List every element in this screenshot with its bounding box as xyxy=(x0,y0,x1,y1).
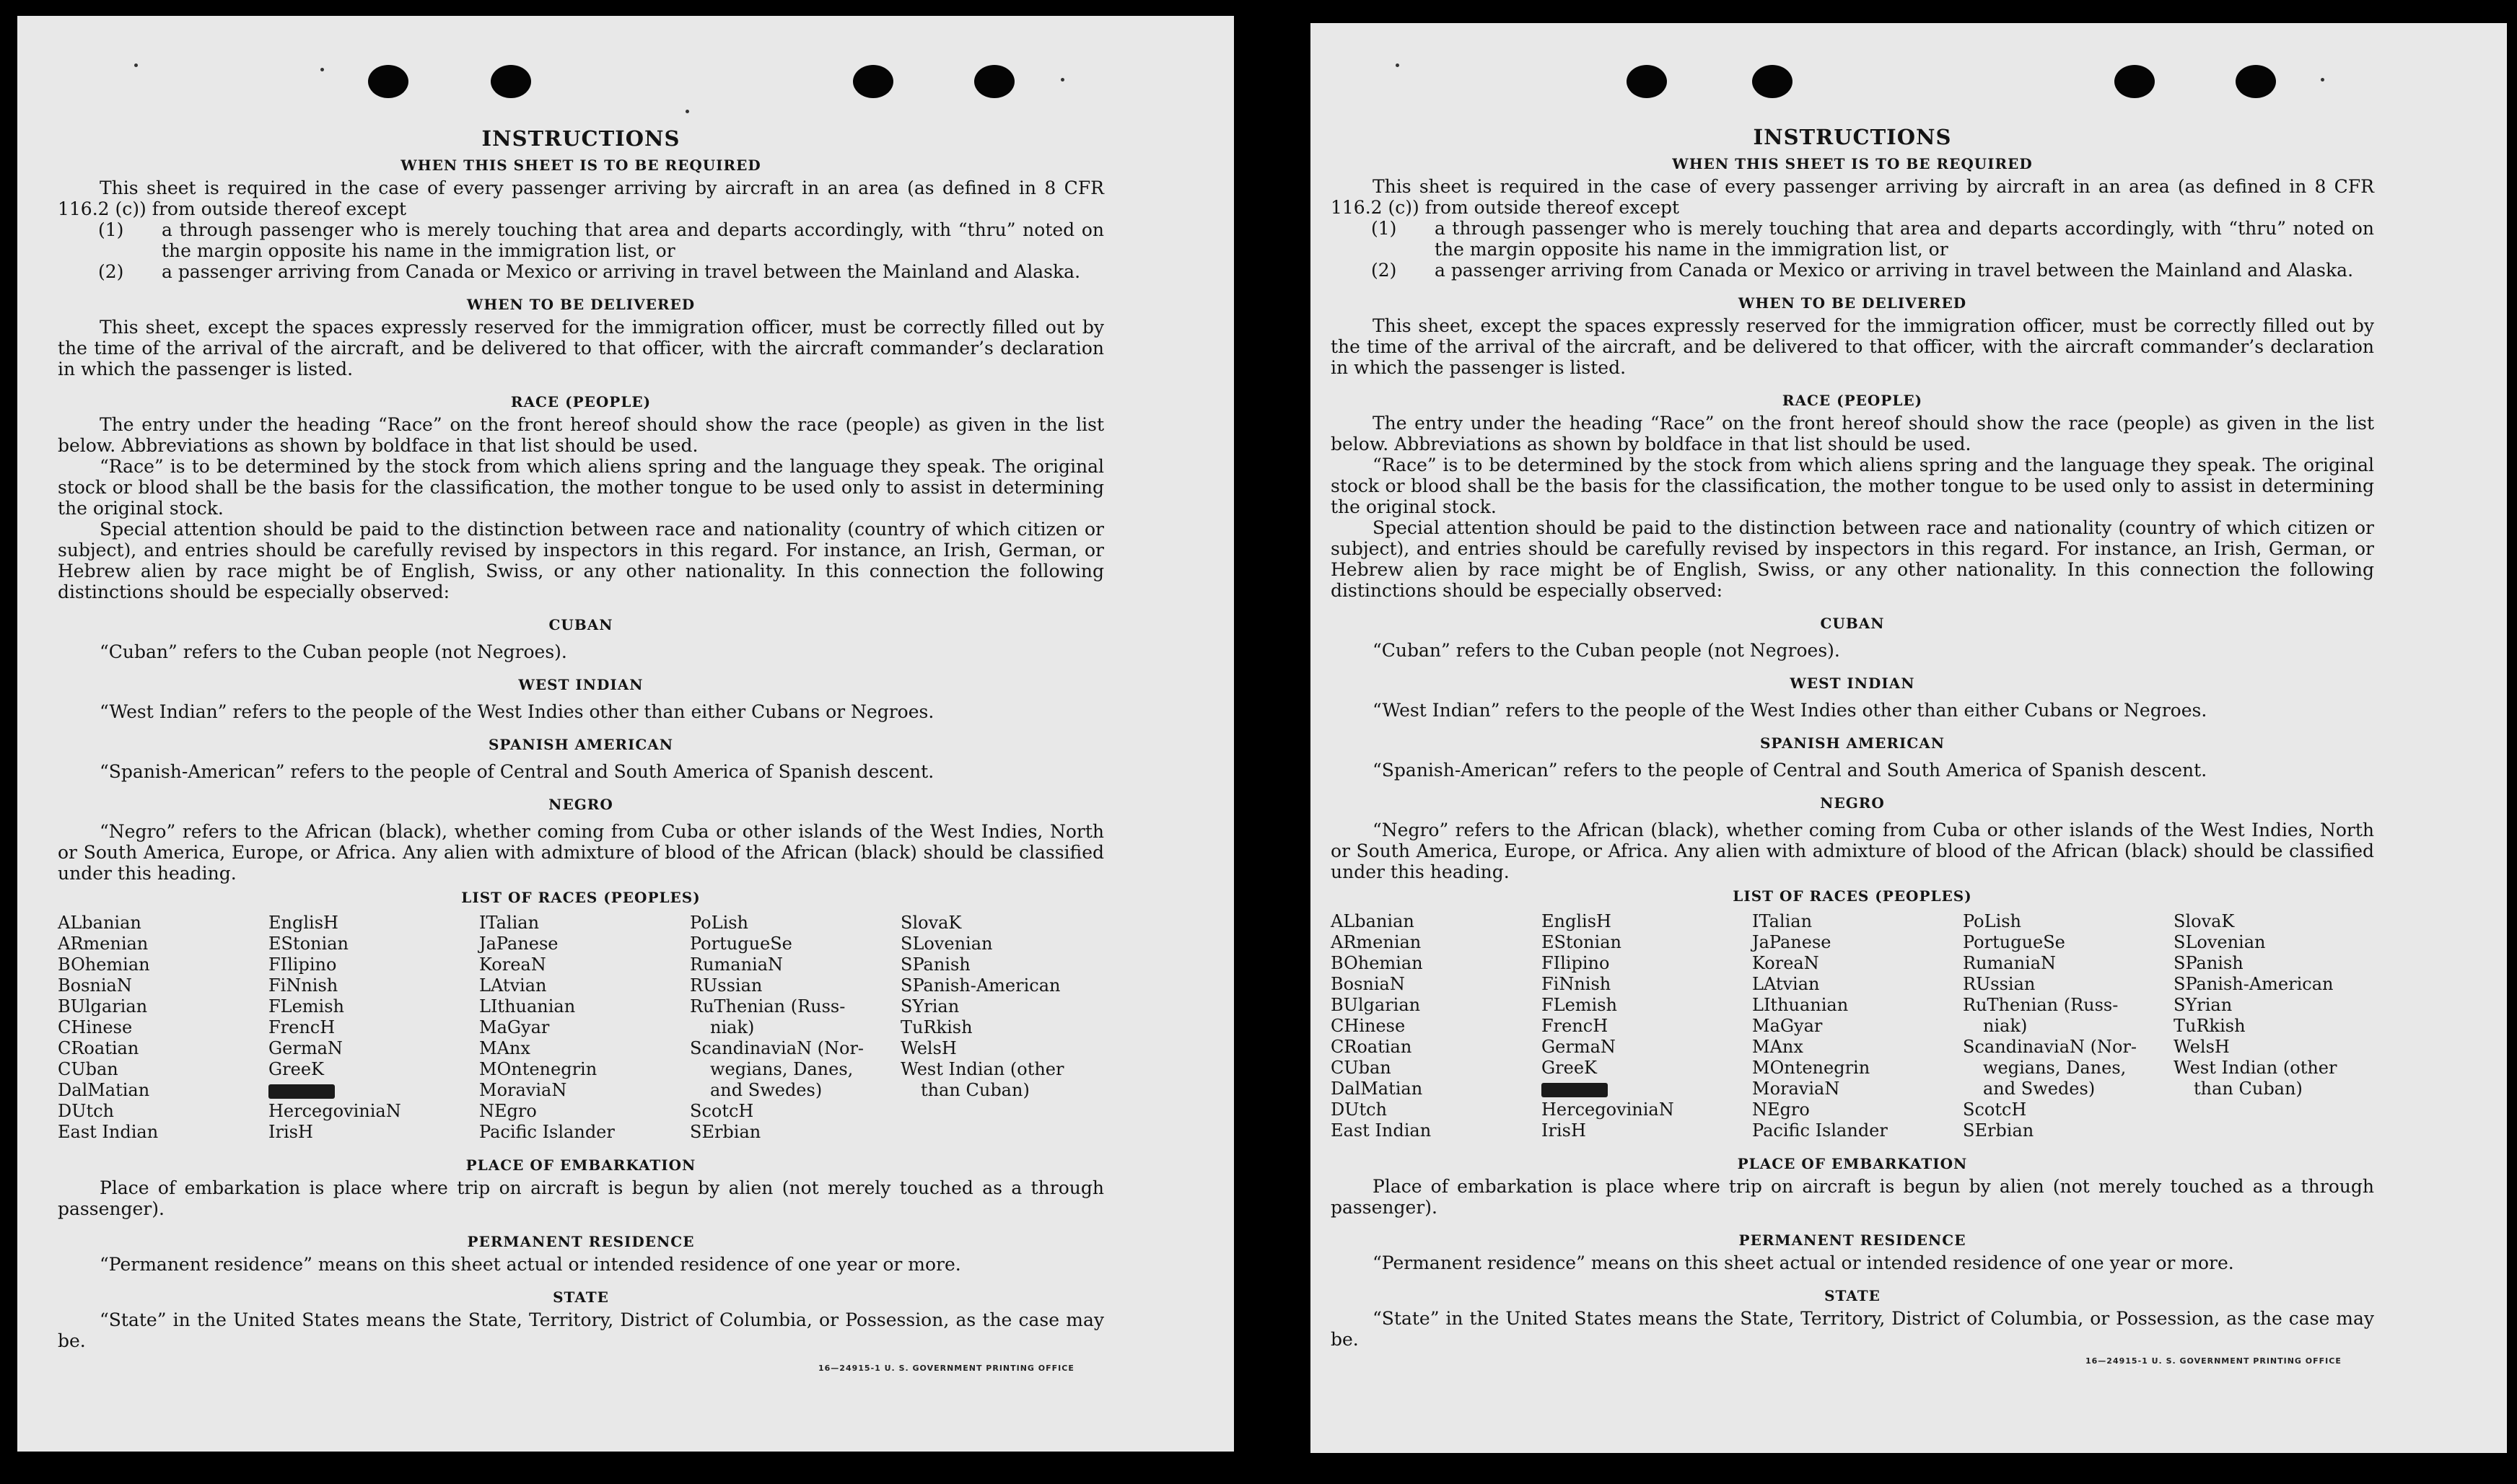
paragraph-negro: “Negro” refers to the African (black), whether coming from Cuba or other islands of the West Indies, North or South America, Europe, or Africa. Any alien with admixture of blood of the African (black) should be classified under this heading. xyxy=(1331,820,2374,882)
heading-state: STATE xyxy=(1824,1287,1881,1304)
heading-list-of-races: LIST OF RACES (PEOPLES) xyxy=(461,889,701,906)
race-item: KoreaN xyxy=(1752,953,1819,973)
race-column xyxy=(1752,911,1963,1141)
paragraph-state: “State” in the United States means the State, Territory, District of Columbia, or Possession, as the case may be. xyxy=(58,1309,1104,1351)
race-item: SPanish xyxy=(901,954,971,975)
exceptions-list xyxy=(58,219,1104,282)
race-item: DalMatian xyxy=(1331,1079,1423,1099)
race-item: RuThenian (Russ- xyxy=(690,996,846,1017)
paragraph-race-2: “Race” is to be determined by the stock from which aliens spring and the language they speak. The original stock or blood shall be the basis for the classification, the mother tongue to be used only to assist in determining the original stock. xyxy=(1331,455,2374,517)
footer-print-code: 16—24915-1 U. S. GOVERNMENT PRINTING OFFICE xyxy=(818,1364,1074,1373)
speck xyxy=(134,63,138,67)
race-item: DUtch xyxy=(1331,1099,1388,1120)
race-item: NEgro xyxy=(479,1101,537,1121)
heading-when-required: WHEN THIS SHEET IS TO BE REQUIRED xyxy=(400,157,761,174)
race-item: CRoatian xyxy=(58,1038,139,1058)
page-title: INSTRUCTIONS xyxy=(1753,125,1952,149)
paragraph-residence: “Permanent residence” means on this sheet actual or intended residence of one year or more. xyxy=(1373,1252,2234,1273)
heading-negro: NEGRO xyxy=(548,796,613,813)
race-item: FLemish xyxy=(1541,995,1617,1015)
heading-cuban: CUBAN xyxy=(1820,615,1885,632)
list-item: (1) a through passenger who is merely touching that area and departs accordingly, with “thru” noted on the margin opposite his name in the immigration list, or xyxy=(98,219,1104,261)
paragraph-west-indian: “West Indian” refers to the people of the West Indies other than either Cubans or Negroes. xyxy=(100,701,934,722)
race-item: Pacific Islander xyxy=(1752,1120,1888,1141)
race-item: ITalian xyxy=(1752,911,1813,931)
heading-when-delivered: WHEN TO BE DELIVERED xyxy=(1738,294,1967,312)
race-item: than Cuban) xyxy=(921,1080,1030,1100)
race-column xyxy=(1541,911,1752,1141)
heading-spanish-american: SPANISH AMERICAN xyxy=(1759,734,1945,752)
race-list xyxy=(1331,911,2374,1141)
race-item: EStonian xyxy=(1541,932,1621,952)
paragraph-when-delivered: This sheet, except the spaces expressly reserved for the immigration officer, must be correctly filled out by the time of the arrival of the aircraft, and be delivered to that officer, with the aircraft commander’s declaration in which the passenger is listed. xyxy=(58,317,1104,379)
paragraph-when-required: This sheet is required in the case of every passenger arriving by aircraft in an area (as defined in 8 CFR 116.2 (c)) from outside thereof except xyxy=(1331,176,2374,218)
race-item: MAnx xyxy=(1752,1037,1803,1057)
race-item: NEgro xyxy=(1752,1099,1810,1120)
speck xyxy=(1061,78,1064,82)
race-item: East Indian xyxy=(1331,1120,1432,1141)
race-column xyxy=(479,913,690,1143)
speck xyxy=(2321,78,2324,82)
heading-west-indian: WEST INDIAN xyxy=(1790,675,1915,692)
race-item: SPanish xyxy=(2174,953,2244,973)
race-item: PortugueSe xyxy=(1963,932,2065,952)
race-item: ScotcH xyxy=(690,1101,754,1121)
page-title: INSTRUCTIONS xyxy=(481,126,680,151)
race-list xyxy=(58,913,1104,1143)
race-item: West Indian (other xyxy=(2174,1058,2337,1078)
race-item: ALbanian xyxy=(58,913,141,933)
punch-hole xyxy=(974,65,1015,98)
document-page-left xyxy=(17,16,1234,1452)
race-item: LIthuanian xyxy=(1752,995,1849,1015)
race-item: CUban xyxy=(1331,1058,1391,1078)
punch-hole xyxy=(1627,65,1667,98)
list-item: (2) a passenger arriving from Canada or Mexico or arriving in travel between the Mainland and Alaska. xyxy=(98,261,1081,282)
heading-when-required: WHEN THIS SHEET IS TO BE REQUIRED xyxy=(1672,155,2033,172)
heading-cuban: CUBAN xyxy=(548,616,613,633)
race-item: DalMatian xyxy=(58,1080,150,1100)
race-item: SPanish-American xyxy=(2174,974,2334,994)
paragraph-when-required: This sheet is required in the case of every passenger arriving by aircraft in an area (as defined in 8 CFR 116.2 (c)) from outside thereof except xyxy=(58,177,1104,219)
race-item: BosniaN xyxy=(1331,974,1405,994)
exceptions-list xyxy=(1331,218,2374,281)
heading-state: STATE xyxy=(553,1288,609,1306)
race-item: ITalian xyxy=(479,913,540,933)
race-item: FrencH xyxy=(1541,1016,1608,1036)
paragraph-race-3: Special attention should be paid to the distinction between race and nationality (country of which citizen or subject), and entries should be carefully revised by inspectors in this regard. For instance, an Irish, German, or Hebrew alien by race might be of English, Swiss, or any other nationality. In this connection the following distinctions should be especially observed: xyxy=(1331,517,2374,601)
race-item: MOntenegrin xyxy=(1752,1058,1870,1078)
race-item: BosniaN xyxy=(58,975,132,996)
race-item: BOhemian xyxy=(58,954,150,975)
race-item: KoreaN xyxy=(479,954,546,975)
race-item: TuRkish xyxy=(2174,1016,2246,1036)
heading-embarkation: PLACE OF EMBARKATION xyxy=(1737,1155,1968,1172)
speck xyxy=(320,68,324,71)
heading-negro: NEGRO xyxy=(1820,794,1885,812)
punch-hole xyxy=(491,65,531,98)
heading-list-of-races: LIST OF RACES (PEOPLES) xyxy=(1733,887,1972,905)
race-item: HercegoviniaN xyxy=(1541,1099,1674,1120)
race-item: RuThenian (Russ- xyxy=(1963,995,2119,1015)
race-item: LAtvian xyxy=(479,975,547,996)
redaction-mark xyxy=(268,1084,335,1099)
race-item: SPanish-American xyxy=(901,975,1061,996)
race-item: GermaN xyxy=(268,1038,343,1058)
paragraph-embarkation: Place of embarkation is place where trip on aircraft is begun by alien (not merely touched as a through passenger). xyxy=(1331,1176,2374,1218)
race-item: TuRkish xyxy=(901,1017,973,1037)
document-page-right xyxy=(1310,23,2507,1453)
paragraph-negro: “Negro” refers to the African (black), whether coming from Cuba or other islands of the West Indies, North or South America, Europe, or Africa. Any alien with admixture of blood of the African (black) should be classified under this heading. xyxy=(58,821,1104,884)
race-item: BUlgarian xyxy=(58,996,148,1017)
race-item: and Swedes) xyxy=(1983,1079,2096,1099)
race-item: SLovenian xyxy=(2174,932,2266,952)
race-item: ARmenian xyxy=(1331,932,1422,952)
paragraph-race-2: “Race” is to be determined by the stock from which aliens spring and the language they speak. The original stock or blood shall be the basis for the classification, the mother tongue to be used only to assist in determining the original stock. xyxy=(58,456,1104,519)
race-item: CHinese xyxy=(1331,1016,1406,1036)
punch-hole xyxy=(1752,65,1792,98)
punch-hole xyxy=(2236,65,2276,98)
paragraph-race-1: The entry under the heading “Race” on the front hereof should show the race (people) as given in the list below. Abbreviations as shown by boldface in that list should be used. xyxy=(58,414,1104,456)
race-item: MoraviaN xyxy=(1752,1079,1840,1099)
heading-race: RACE (PEOPLE) xyxy=(1782,392,1923,409)
race-column xyxy=(690,913,901,1143)
race-item: WelsH xyxy=(901,1038,957,1058)
list-item: (2) a passenger arriving from Canada or Mexico or arriving in travel between the Mainland and Alaska. xyxy=(1371,260,2354,281)
race-item: ScotcH xyxy=(1963,1099,2027,1120)
race-item: Pacific Islander xyxy=(479,1122,615,1142)
heading-spanish-american: SPANISH AMERICAN xyxy=(488,736,674,753)
race-column xyxy=(1963,911,2174,1141)
race-item: GreeK xyxy=(268,1059,324,1079)
race-item: West Indian (other xyxy=(901,1059,1064,1079)
race-item: SYrian xyxy=(901,996,960,1017)
race-item: CUban xyxy=(58,1059,118,1079)
race-item: ARmenian xyxy=(58,934,149,954)
race-column xyxy=(2174,911,2384,1141)
race-item: wegians, Danes, xyxy=(1983,1058,2127,1078)
paragraph-race-1: The entry under the heading “Race” on the front hereof should show the race (people) as given in the list below. Abbreviations as shown by boldface in that list should be used. xyxy=(1331,413,2374,455)
race-item: PoLish xyxy=(1963,911,2022,931)
race-item: WelsH xyxy=(2174,1037,2230,1057)
instructions-content xyxy=(58,126,1104,1351)
speck xyxy=(686,110,689,113)
race-item: ALbanian xyxy=(1331,911,1414,931)
heading-when-delivered: WHEN TO BE DELIVERED xyxy=(466,296,696,313)
race-item: SlovaK xyxy=(2174,911,2235,931)
race-item: RumaniaN xyxy=(1963,953,2057,973)
race-item: ScandinaviaN (Nor- xyxy=(690,1038,864,1058)
race-item: EStonian xyxy=(268,934,349,954)
race-item: East Indian xyxy=(58,1122,159,1142)
race-item: JaPanese xyxy=(1752,932,1831,952)
race-item: BOhemian xyxy=(1331,953,1423,973)
race-item: wegians, Danes, xyxy=(710,1059,854,1079)
race-item: MoraviaN xyxy=(479,1080,567,1100)
race-item: JaPanese xyxy=(479,934,559,954)
race-item: FIlipino xyxy=(268,954,337,975)
race-item: RumaniaN xyxy=(690,954,784,975)
race-item: DUtch xyxy=(58,1101,115,1121)
race-item: BUlgarian xyxy=(1331,995,1421,1015)
paragraph-residence: “Permanent residence” means on this sheet actual or intended residence of one year or more. xyxy=(100,1254,961,1275)
heading-race: RACE (PEOPLE) xyxy=(510,393,652,410)
race-item: SErbian xyxy=(690,1122,761,1142)
race-item: SErbian xyxy=(1963,1120,2034,1141)
race-item: EnglisH xyxy=(1541,911,1611,931)
heading-residence: PERMANENT RESIDENCE xyxy=(1738,1231,1966,1249)
heading-west-indian: WEST INDIAN xyxy=(518,676,644,693)
paragraph-cuban: “Cuban” refers to the Cuban people (not Negroes). xyxy=(1373,640,1840,661)
paragraph-state: “State” in the United States means the State, Territory, District of Columbia, or Possession, as the case may be. xyxy=(1331,1308,2374,1350)
race-item: MOntenegrin xyxy=(479,1059,597,1079)
paragraph-spanish-american: “Spanish-American” refers to the people of Central and South America of Spanish descent. xyxy=(1373,760,2207,781)
race-item: RUssian xyxy=(690,975,763,996)
race-item: SlovaK xyxy=(901,913,962,933)
punch-hole xyxy=(2114,65,2155,98)
heading-residence: PERMANENT RESIDENCE xyxy=(467,1233,695,1250)
footer-print-code: 16—24915-1 U. S. GOVERNMENT PRINTING OFFICE xyxy=(2085,1356,2342,1366)
race-item: GermaN xyxy=(1541,1037,1616,1057)
race-item: niak) xyxy=(1983,1016,2028,1036)
race-item: PortugueSe xyxy=(690,934,792,954)
race-item: ScandinaviaN (Nor- xyxy=(1963,1037,2137,1057)
race-item: HercegoviniaN xyxy=(268,1101,401,1121)
race-item-redacted xyxy=(1541,1079,1752,1099)
race-item: MaGyar xyxy=(1752,1016,1823,1036)
race-column xyxy=(1331,911,1541,1141)
punch-hole xyxy=(368,65,408,98)
punch-hole xyxy=(853,65,893,98)
race-item: SLovenian xyxy=(901,934,993,954)
paragraph-embarkation: Place of embarkation is place where trip on aircraft is begun by alien (not merely touched as a through passenger). xyxy=(58,1177,1104,1219)
heading-embarkation: PLACE OF EMBARKATION xyxy=(465,1156,696,1174)
race-item: LIthuanian xyxy=(479,996,576,1017)
race-item: IrisH xyxy=(1541,1120,1586,1141)
race-item: FiNnish xyxy=(1541,974,1611,994)
race-item: MAnx xyxy=(479,1038,530,1058)
race-item: than Cuban) xyxy=(2194,1079,2303,1099)
race-item: EnglisH xyxy=(268,913,338,933)
race-item: IrisH xyxy=(268,1122,313,1142)
race-item: MaGyar xyxy=(479,1017,550,1037)
speck xyxy=(1396,63,1399,67)
instructions-content xyxy=(1331,124,2374,1350)
paragraph-cuban: “Cuban” refers to the Cuban people (not Negroes). xyxy=(100,641,567,662)
race-column xyxy=(268,913,479,1143)
race-item: RUssian xyxy=(1963,974,2036,994)
redaction-mark xyxy=(1541,1083,1608,1097)
race-item: CHinese xyxy=(58,1017,133,1037)
paragraph-when-delivered: This sheet, except the spaces expressly reserved for the immigration officer, must be correctly filled out by the time of the arrival of the aircraft, and be delivered to that officer, with the aircraft commander’s declaration in which the passenger is listed. xyxy=(1331,315,2374,378)
race-item: PoLish xyxy=(690,913,749,933)
race-item: FiNnish xyxy=(268,975,338,996)
race-column xyxy=(58,913,268,1143)
race-item: GreeK xyxy=(1541,1058,1597,1078)
race-item: niak) xyxy=(710,1017,755,1037)
race-item: FIlipino xyxy=(1541,953,1610,973)
paragraph-race-3: Special attention should be paid to the distinction between race and nationality (country of which citizen or subject), and entries should be carefully revised by inspectors in this regard. For instance, an Irish, German, or Hebrew alien by race might be of English, Swiss, or any other nationality. In this connection the following distinctions should be especially observed: xyxy=(58,519,1104,602)
race-item: FrencH xyxy=(268,1017,336,1037)
race-item: CRoatian xyxy=(1331,1037,1412,1057)
paragraph-spanish-american: “Spanish-American” refers to the people of Central and South America of Spanish descent. xyxy=(100,761,934,782)
race-column xyxy=(901,913,1111,1143)
race-item: and Swedes) xyxy=(710,1080,823,1100)
race-item: LAtvian xyxy=(1752,974,1820,994)
race-item-redacted xyxy=(268,1080,479,1101)
paragraph-west-indian: “West Indian” refers to the people of the West Indies other than either Cubans or Negroes. xyxy=(1373,700,2207,721)
race-item: SYrian xyxy=(2174,995,2233,1015)
list-item: (1) a through passenger who is merely touching that area and departs accordingly, with “thru” noted on the margin opposite his name in the immigration list, or xyxy=(1371,218,2374,260)
race-item: FLemish xyxy=(268,996,344,1017)
